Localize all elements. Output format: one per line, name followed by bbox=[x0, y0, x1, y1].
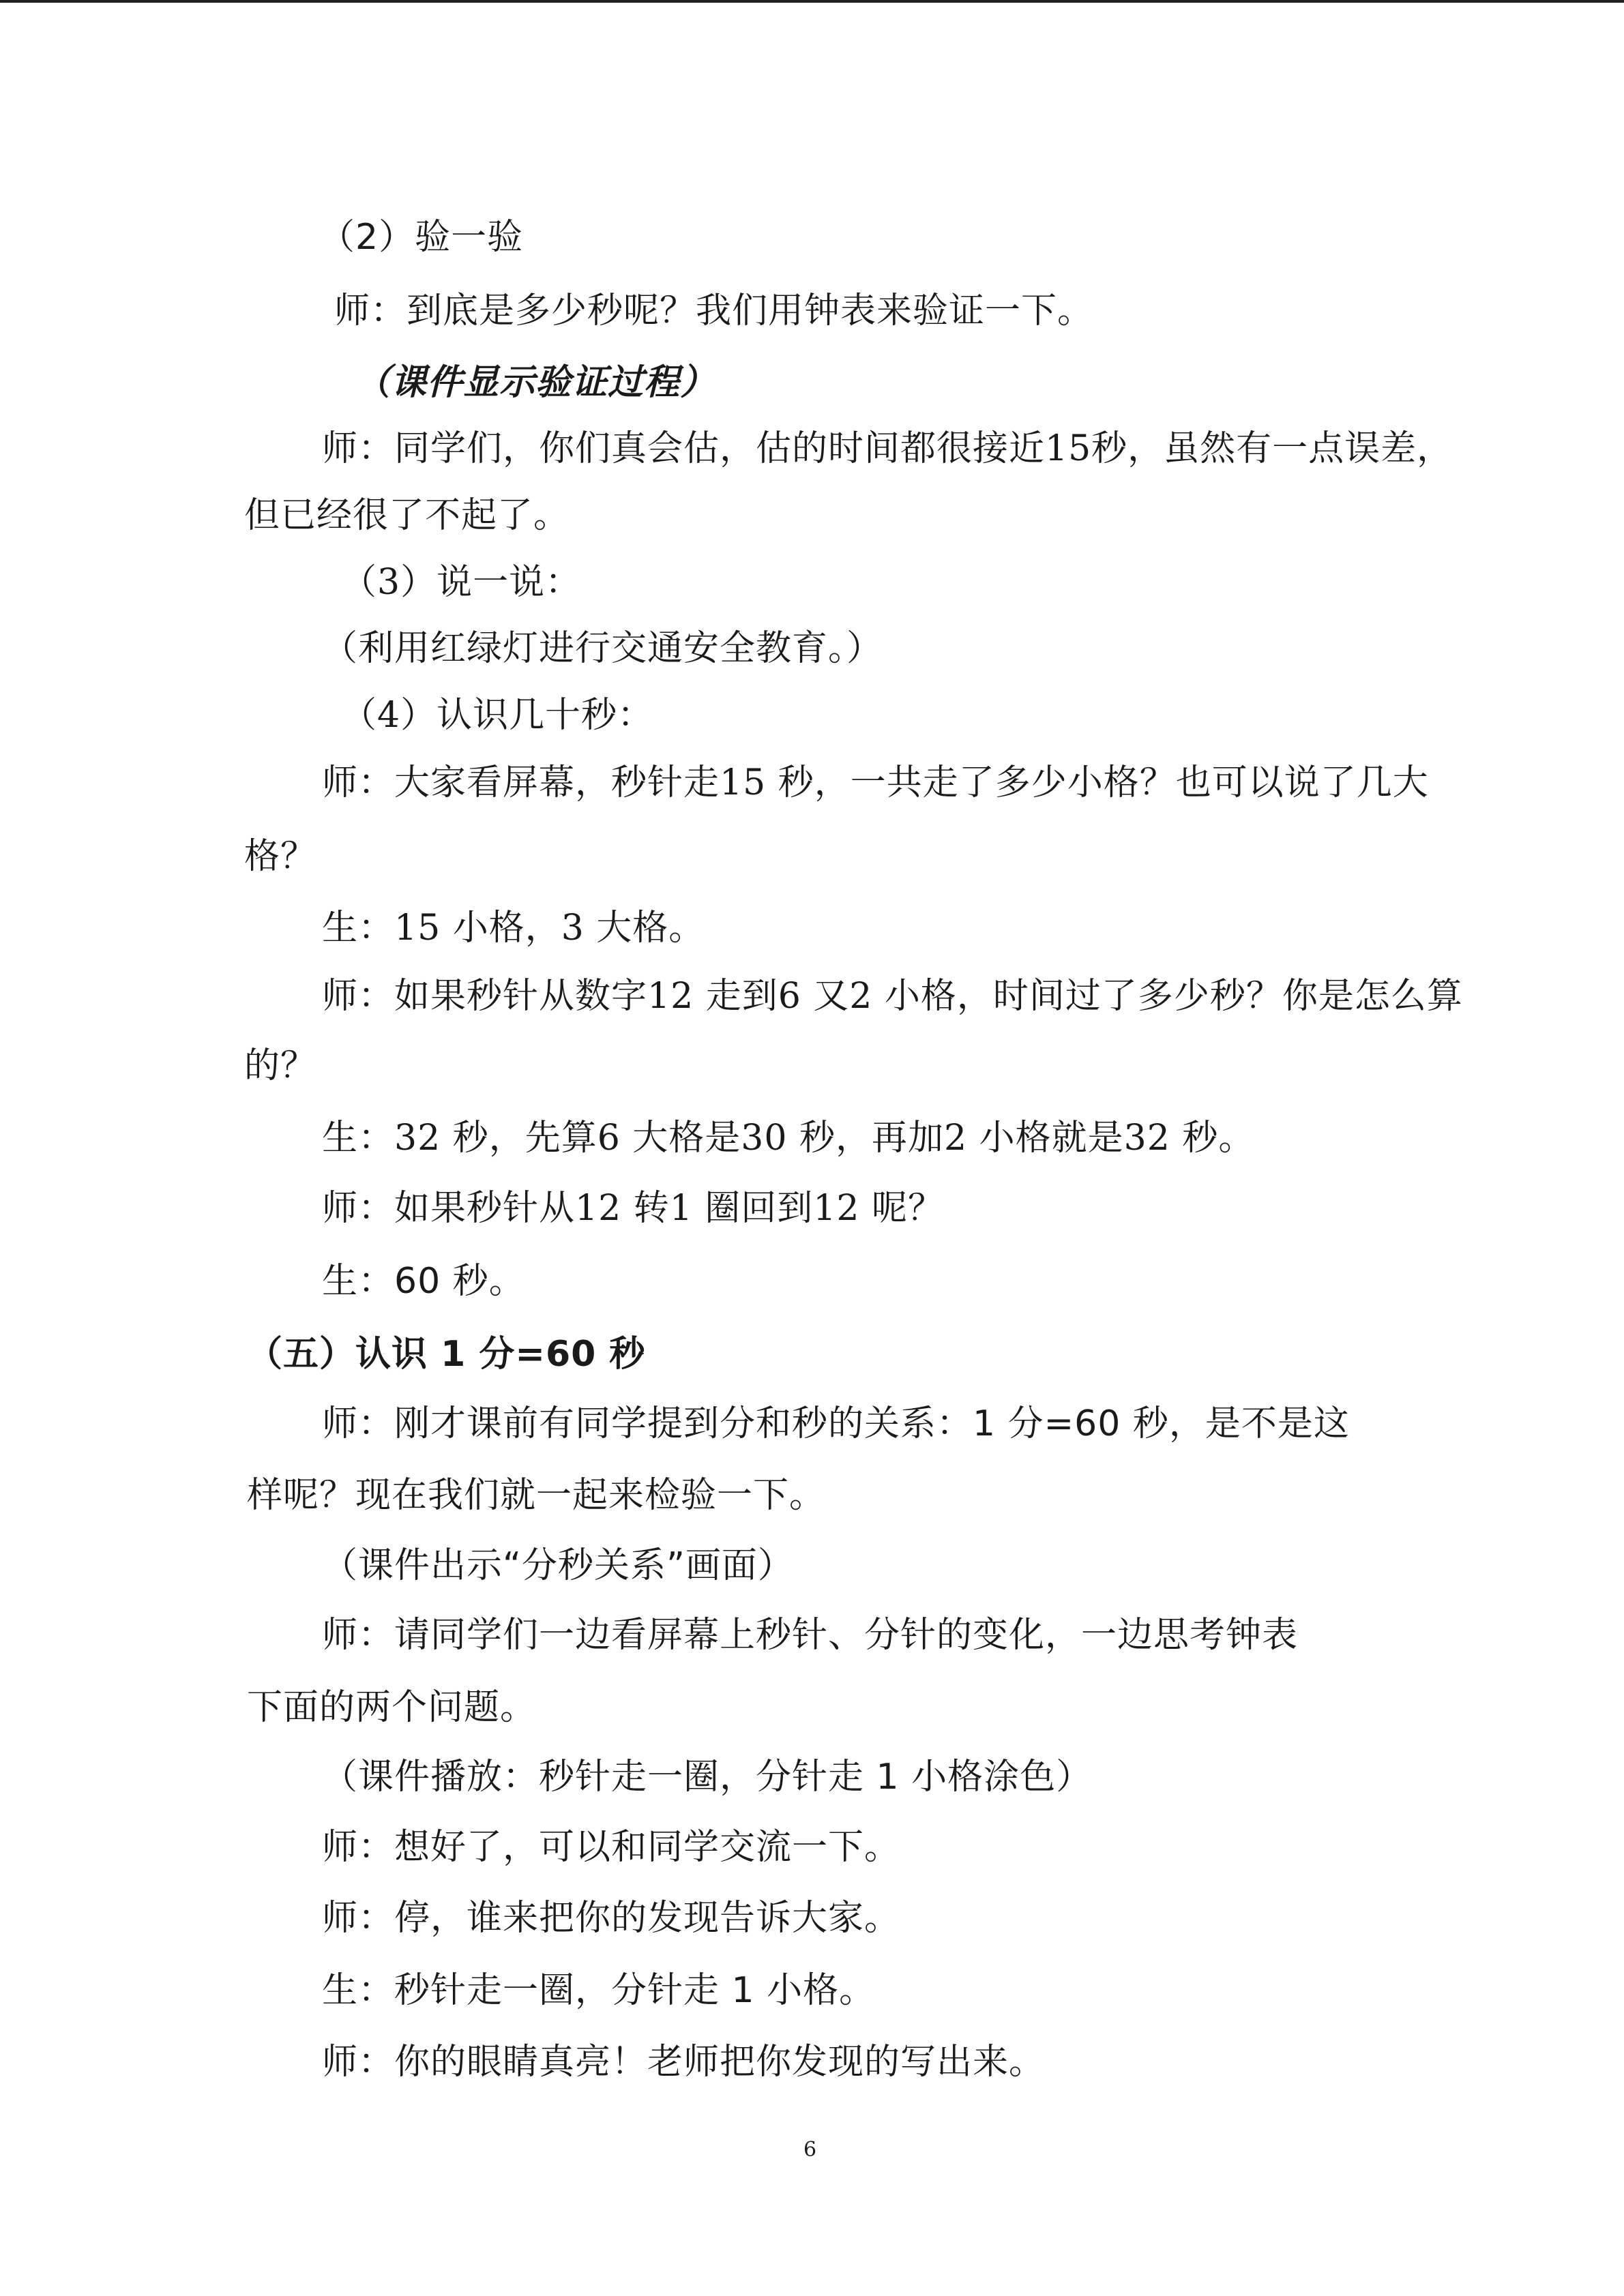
teacher-line: 师：请同学们一边看屏幕上秒针、分针的变化，一边思考钟表 bbox=[322, 1615, 1299, 1656]
teacher-line: 师：刚才课前有同学提到分和秒的关系：1 分=60 秒，是不是这 bbox=[322, 1403, 1350, 1444]
teacher-line: 师：同学们，你们真会估，估的时间都很接近15秒，虽然有一点误差， bbox=[322, 428, 1453, 469]
stage-direction: （课件播放：秒针走一圈，分针走 1 小格涂色） bbox=[322, 1757, 1093, 1798]
teacher-line: 师：如果秒针从数字12 走到6 又2 小格，时间过了多少秒？你是怎么算 bbox=[322, 976, 1463, 1017]
teacher-line: 师：到底是多少秒呢？我们用钟表来验证一下。 bbox=[334, 290, 1094, 331]
stage-direction: （课件出示“分秒关系”画面） bbox=[322, 1545, 794, 1586]
student-line: 生：32 秒，先算6 大格是30 秒，再加2 小格就是32 秒。 bbox=[322, 1118, 1255, 1159]
paragraph-continuation: 格？ bbox=[244, 836, 317, 877]
subheading-say: （3）说一说： bbox=[341, 562, 582, 603]
student-line: 生：15 小格，3 大格。 bbox=[322, 908, 705, 949]
teacher-line: 师：停，谁来把你的发现告诉大家。 bbox=[322, 1898, 901, 1939]
subheading-verify: （2）验一验 bbox=[319, 217, 524, 258]
stage-direction: （利用红绿灯进行交通安全教育。） bbox=[322, 628, 883, 669]
page-top-border bbox=[0, 0, 1624, 3]
paragraph-continuation: 样呢？现在我们就一起来检验一下。 bbox=[247, 1475, 826, 1516]
student-line: 生：秒针走一圈，分针走 1 小格。 bbox=[322, 1970, 876, 2011]
page-number: 6 bbox=[803, 2138, 817, 2162]
paragraph-continuation: 的？ bbox=[244, 1045, 317, 1086]
paragraph-continuation: 下面的两个问题。 bbox=[247, 1687, 537, 1728]
paragraph-continuation: 但已经很了不起了。 bbox=[244, 495, 570, 536]
stage-direction: （课件显示验证过程） bbox=[355, 361, 717, 403]
subheading-tens-of-seconds: （4）认识几十秒： bbox=[341, 695, 654, 736]
teacher-line: 师：大家看屏幕，秒针走15 秒，一共走了多少小格？也可以说了几大 bbox=[322, 762, 1429, 803]
student-line: 生：60 秒。 bbox=[322, 1261, 525, 1302]
teacher-line: 师：想好了，可以和同学交流一下。 bbox=[322, 1827, 901, 1868]
teacher-line: 师：你的眼睛真亮！老师把你发现的写出来。 bbox=[322, 2042, 1046, 2083]
teacher-line: 师：如果秒针从12 转1 圈回到12 呢？ bbox=[322, 1188, 945, 1229]
section-heading: （五）认识 1 分=60 秒 bbox=[247, 1334, 646, 1375]
